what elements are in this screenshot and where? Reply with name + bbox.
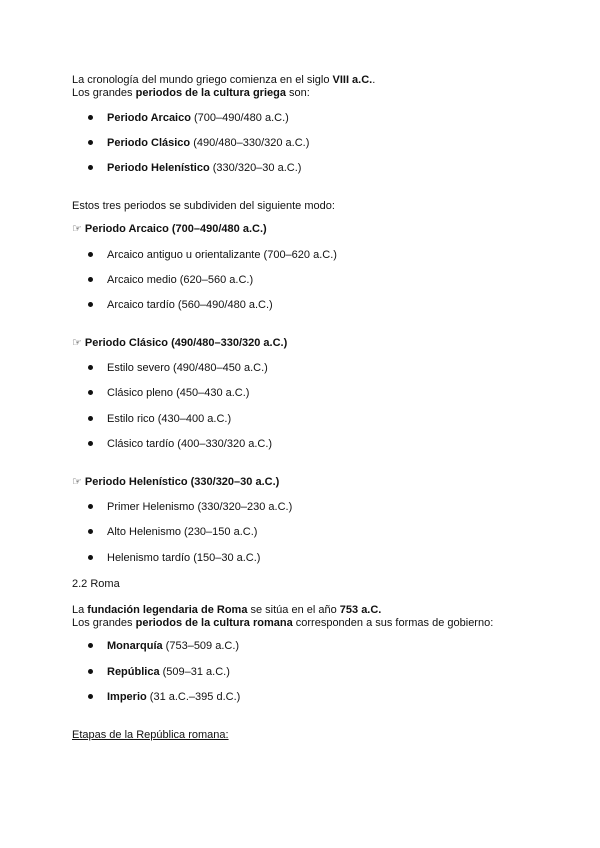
section-heading-arcaico [72, 222, 267, 236]
period-range: (509–31 a.C.) [159, 666, 230, 678]
intro-bold-periods: periodos de la cultura griega [135, 87, 286, 99]
roma-line-2 [72, 616, 493, 630]
roman-period-item [88, 665, 230, 679]
bullet-icon [88, 555, 93, 560]
roman-period-item [88, 690, 240, 704]
section-heading-helenistico [72, 475, 279, 489]
intro-text: La cronología del mundo griego comienza en el siglo [72, 74, 333, 86]
intro-text-end: son: [285, 87, 310, 99]
list-item-text: Alto Helenismo (230–150 a.C.) [107, 526, 258, 538]
period-name: Monarquía [107, 640, 163, 652]
bullet-icon [88, 277, 93, 282]
greek-period-item [88, 111, 289, 125]
bullet-icon [88, 115, 93, 120]
list-item [88, 298, 273, 312]
intro-line-2 [72, 86, 310, 100]
period-range: (31 a.C.–395 d.C.) [146, 691, 241, 703]
list-item-text: Estilo severo (490/480–450 a.C.) [107, 362, 268, 374]
roma-bold-periods: periodos de la cultura romana [135, 617, 293, 629]
list-item-text: Arcaico medio (620–560 a.C.) [107, 274, 254, 286]
list-item [88, 361, 268, 375]
intro-bold-century: VIII a.C. [332, 74, 373, 86]
pointing-hand-icon: ☞ [72, 476, 82, 488]
bullet-icon [88, 302, 93, 307]
roma-bold-year: 753 a.C. [339, 604, 382, 616]
intro-line-1 [72, 73, 375, 87]
period-name: Periodo Helenístico [107, 162, 210, 174]
section-title: Periodo Clásico (490/480–330/320 a.C.) [84, 337, 288, 349]
section-title: Periodo Helenístico (330/320–30 a.C.) [84, 476, 280, 488]
list-item [88, 273, 253, 287]
roma-text-end: corresponden a sus formas de gobierno: [292, 617, 494, 629]
greek-period-item [88, 136, 309, 150]
section-title: Periodo Arcaico (700–490/480 a.C.) [84, 223, 267, 235]
bullet-icon [88, 529, 93, 534]
bullet-icon [88, 252, 93, 257]
roman-period-item [88, 639, 239, 653]
bullet-icon [88, 441, 93, 446]
bullet-icon [88, 390, 93, 395]
roma-text: La [72, 604, 88, 616]
bullet-icon [88, 669, 93, 674]
period-name: República [107, 666, 160, 678]
pointing-hand-icon: ☞ [72, 337, 82, 349]
period-range: (330/320–30 a.C.) [209, 162, 302, 174]
list-item-text: Arcaico tardío (560–490/480 a.C.) [107, 299, 273, 311]
list-item [88, 412, 231, 426]
subdivide-text: Estos tres periodos se subdividen del siguiente modo: [72, 200, 335, 212]
period-name: Periodo Arcaico [107, 112, 191, 124]
roma-line-1 [72, 603, 381, 617]
bullet-icon [88, 694, 93, 699]
section-heading-clasico [72, 336, 287, 350]
list-item-text: Clásico tardío (400–330/320 a.C.) [107, 438, 273, 450]
list-item-text: Arcaico antiguo u orientalizante (700–620 a.C.) [107, 249, 337, 261]
list-item [88, 386, 249, 400]
bullet-icon [88, 140, 93, 145]
pointing-hand-icon: ☞ [72, 223, 82, 235]
roma-text-mid: se sitúa en el año [247, 604, 340, 616]
list-item [88, 248, 337, 262]
etapas-heading: Etapas de la República romana: [72, 729, 229, 741]
greek-period-item [88, 161, 301, 175]
period-range: (753–509 a.C.) [162, 640, 240, 652]
list-item [88, 551, 260, 565]
list-item-text: Estilo rico (430–400 a.C.) [107, 413, 232, 425]
list-item [88, 525, 257, 539]
list-item [88, 500, 292, 514]
list-item-text: Clásico pleno (450–430 a.C.) [107, 387, 250, 399]
intro-text-end: . [372, 74, 376, 86]
intro-text: Los grandes [72, 87, 136, 99]
roma-text: Los grandes [72, 617, 136, 629]
list-item-text: Primer Helenismo (330/320–230 a.C.) [107, 501, 293, 513]
period-name: Periodo Clásico [107, 137, 191, 149]
bullet-icon [88, 643, 93, 648]
list-item-text: Helenismo tardío (150–30 a.C.) [107, 552, 261, 564]
section-heading-roma: 2.2 Roma [72, 578, 120, 590]
period-range: (490/480–330/320 a.C.) [190, 137, 310, 149]
bullet-icon [88, 416, 93, 421]
bullet-icon [88, 165, 93, 170]
list-item [88, 437, 272, 451]
bullet-icon [88, 365, 93, 370]
roma-bold-foundation: fundación legendaria de Roma [87, 604, 248, 616]
period-name: Imperio [107, 691, 147, 703]
bullet-icon [88, 504, 93, 509]
period-range: (700–490/480 a.C.) [190, 112, 289, 124]
